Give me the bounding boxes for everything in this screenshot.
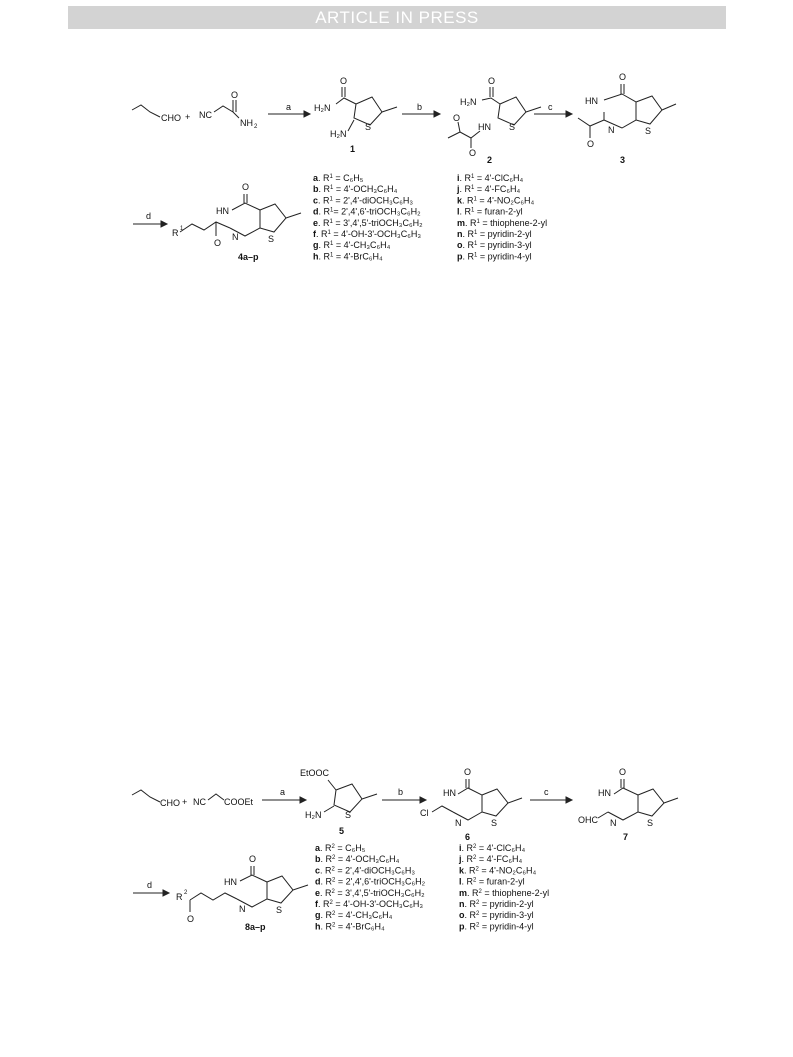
substituent-entry-e: e. $R^2$ = 3',4',5'-triOCH₃C₆H₂ (315, 887, 425, 898)
substituent-entry-f: f. $R^2 = 4'-OH-3'-OCH_3C_6H_3$ (315, 899, 424, 909)
svg-text:N: N (232, 232, 239, 242)
svg-text:O: O (469, 148, 477, 158)
scheme-1 (132, 72, 676, 262)
substituent-entry-l: l. $R^1$ = furan-2-yl (457, 206, 523, 217)
substituent-entry-c: c. $R^1$ = 2',4'-diOCH₃C₆H₃ (313, 195, 414, 206)
propanal-structure (132, 105, 181, 123)
substituent-entry-h: h. $R^2 = 4'-BrC_6H_4$ (315, 921, 385, 932)
compound-5-structure (300, 768, 377, 836)
step-label-c-2: c (544, 787, 549, 797)
svg-text:HN: HN (443, 788, 456, 798)
substituent-entry-k: k. $R^1 = 4'-NO_2C_6H_4$ (457, 195, 535, 206)
plus-sign-2: + (182, 797, 188, 807)
step-label-d-2: d (147, 880, 153, 890)
svg-text:O: O (488, 76, 496, 86)
compound-6-structure (420, 767, 522, 842)
substituent-entry-j: j. $R^2 = 4'-FC_6H_4$ (459, 854, 523, 865)
compound-label-7: 7 (623, 832, 629, 842)
substituent-entry-a: a. $R^2 = C_6H_5$ (315, 843, 366, 853)
compound-3-structure (578, 72, 676, 165)
svg-text:2: 2 (184, 890, 188, 896)
compound-7-structure (578, 767, 678, 842)
svg-text:O: O (231, 90, 239, 100)
svg-text:O: O (340, 76, 348, 86)
substituent-entry-h: h. $R^1 = 4'-BrC_6H_4$ (313, 251, 383, 262)
substituent-entry-o: o. $R^1$ = pyridin-3-yl (457, 240, 532, 251)
substituent-list-left-2 (315, 843, 426, 931)
svg-text:HN: HN (216, 206, 229, 216)
svg-text:O: O (214, 238, 222, 248)
svg-text:HN: HN (224, 877, 237, 887)
substituent-entry-o: o. $R^2$ = pyridin-3-yl (459, 910, 534, 921)
svg-text:R: R (176, 892, 183, 902)
compound-1-structure (314, 76, 397, 154)
propanal-structure-2 (132, 790, 180, 808)
svg-text:HN: HN (478, 122, 491, 132)
substituent-entry-a: a. $R^1 = C_6H_5$ (313, 173, 364, 183)
substituent-entry-k: k. $R^2 = 4'-NO_2C_6H_4$ (459, 865, 537, 876)
svg-text:O: O (187, 914, 195, 924)
svg-text:H₂N: H₂N (460, 97, 477, 107)
substituent-list-right-2 (458, 843, 549, 931)
substituent-list-right (456, 173, 547, 261)
compound-label-8: 8a–p (245, 922, 266, 932)
compound-label-1: 1 (350, 144, 356, 154)
substituent-entry-l: l. $R^2$ = furan-2-yl (459, 876, 525, 887)
substituent-entry-c: c. $R^2$ = 2',4'-diOCH₃C₆H₃ (315, 865, 416, 876)
compound-4-structure (172, 182, 301, 262)
svg-text:NH: NH (240, 118, 253, 128)
substituent-entry-g: g. $R^2 = 4'-CH_3C_6H_4$ (315, 910, 393, 921)
substituent-list-left (313, 173, 423, 261)
substituent-entry-d: d. $R^2$ = 2',4',6'-triOCH₃C₆H₂ (315, 876, 426, 887)
svg-text:N: N (239, 904, 246, 914)
svg-text:H₂N: H₂N (314, 103, 331, 113)
substituent-entry-n: n. $R^1$ = pyridin-2-yl (457, 229, 532, 239)
svg-text:S: S (491, 818, 498, 828)
step-label-c: c (548, 102, 553, 112)
svg-text:N: N (608, 125, 615, 135)
step-label-d: d (146, 211, 152, 221)
substituent-entry-j: j. $R^1 = 4'-FC_6H_4$ (457, 184, 521, 195)
substituent-entry-p: p. $R^2$ = pyridin-4-yl (459, 921, 534, 932)
svg-text:O: O (242, 182, 250, 192)
svg-text:O: O (619, 72, 627, 82)
svg-text:COOEt: COOEt (224, 797, 254, 807)
svg-text:H₂N: H₂N (330, 129, 347, 139)
svg-text:EtOOC: EtOOC (300, 768, 330, 778)
svg-text:HN: HN (598, 788, 611, 798)
svg-text:N: N (455, 818, 462, 828)
step-label-a-2: a (280, 787, 286, 797)
svg-text:1: 1 (180, 226, 184, 232)
compound-label-4: 4a–p (238, 252, 259, 262)
svg-text:2: 2 (254, 124, 258, 130)
svg-text:HN: HN (585, 96, 598, 106)
step-label-a: a (286, 102, 292, 112)
substituent-entry-b: b. $R^1 = 4'-OCH_3C_6H_4$ (313, 184, 398, 195)
svg-text:Cl: Cl (420, 808, 429, 818)
compound-label-6: 6 (465, 832, 471, 842)
substituent-entry-p: p. $R^1$ = pyridin-4-yl (457, 251, 532, 262)
svg-text:NC: NC (193, 797, 206, 807)
svg-text:O: O (587, 139, 595, 149)
svg-text:N: N (610, 818, 617, 828)
compound-2-structure (448, 76, 541, 165)
compound-8-structure (176, 854, 308, 932)
svg-text:CHO: CHO (160, 798, 180, 808)
compound-label-2: 2 (487, 155, 493, 165)
plus-sign: + (185, 112, 191, 122)
svg-text:S: S (645, 126, 652, 136)
substituent-entry-b: b. $R^2 = 4'-OCH_3C_6H_4$ (315, 854, 400, 865)
svg-text:S: S (647, 818, 654, 828)
scheme-2 (132, 767, 678, 932)
svg-text:CHO: CHO (161, 113, 181, 123)
substituent-entry-m: m. $R^2$ = thiophene-2-yl (459, 887, 550, 898)
svg-text:O: O (464, 767, 472, 777)
svg-text:R: R (172, 228, 179, 238)
svg-text:O: O (619, 767, 627, 777)
substituent-entry-g: g. $R^1 = 4'-CH_3C_6H_4$ (313, 240, 391, 251)
compound-label-3: 3 (620, 155, 626, 165)
svg-text:OHC: OHC (578, 815, 598, 825)
substituent-entry-f: f. $R^1 = 4'-OH-3'-OCH_3C_6H_3$ (313, 229, 422, 239)
svg-text:S: S (345, 810, 352, 820)
substituent-entry-n: n. $R^2$ = pyridin-2-yl (459, 899, 534, 909)
substituent-entry-m: m. $R^1$ = thiophene-2-yl (457, 217, 548, 228)
svg-text:S: S (509, 122, 516, 132)
substituent-entry-i: i. $R^2 = 4'-ClC_6H_4$ (459, 843, 526, 853)
substituent-entry-e: e. $R^1$ = 3',4',5'-triOCH₃C₆H₂ (313, 217, 423, 228)
step-label-b-2: b (398, 787, 404, 797)
compound-label-5: 5 (339, 826, 345, 836)
ethyl-cyanoacetate-structure (193, 794, 254, 807)
svg-text:O: O (249, 854, 257, 864)
svg-text:H₂N: H₂N (305, 810, 322, 820)
svg-text:O: O (453, 113, 461, 123)
substituent-entry-i: i. $R^1 = 4'-ClC_6H_4$ (457, 173, 524, 183)
step-label-b: b (417, 102, 423, 112)
svg-text:S: S (276, 905, 283, 915)
substituent-entry-d: d. $R^1=$ 2',4',6'-triOCH₃C₆H₂ (313, 206, 421, 217)
svg-text:NC: NC (199, 110, 212, 120)
svg-text:S: S (268, 234, 275, 244)
cyanoacetamide-structure (199, 90, 258, 130)
banner-text: ARTICLE IN PRESS (315, 7, 479, 27)
svg-text:S: S (365, 122, 372, 132)
